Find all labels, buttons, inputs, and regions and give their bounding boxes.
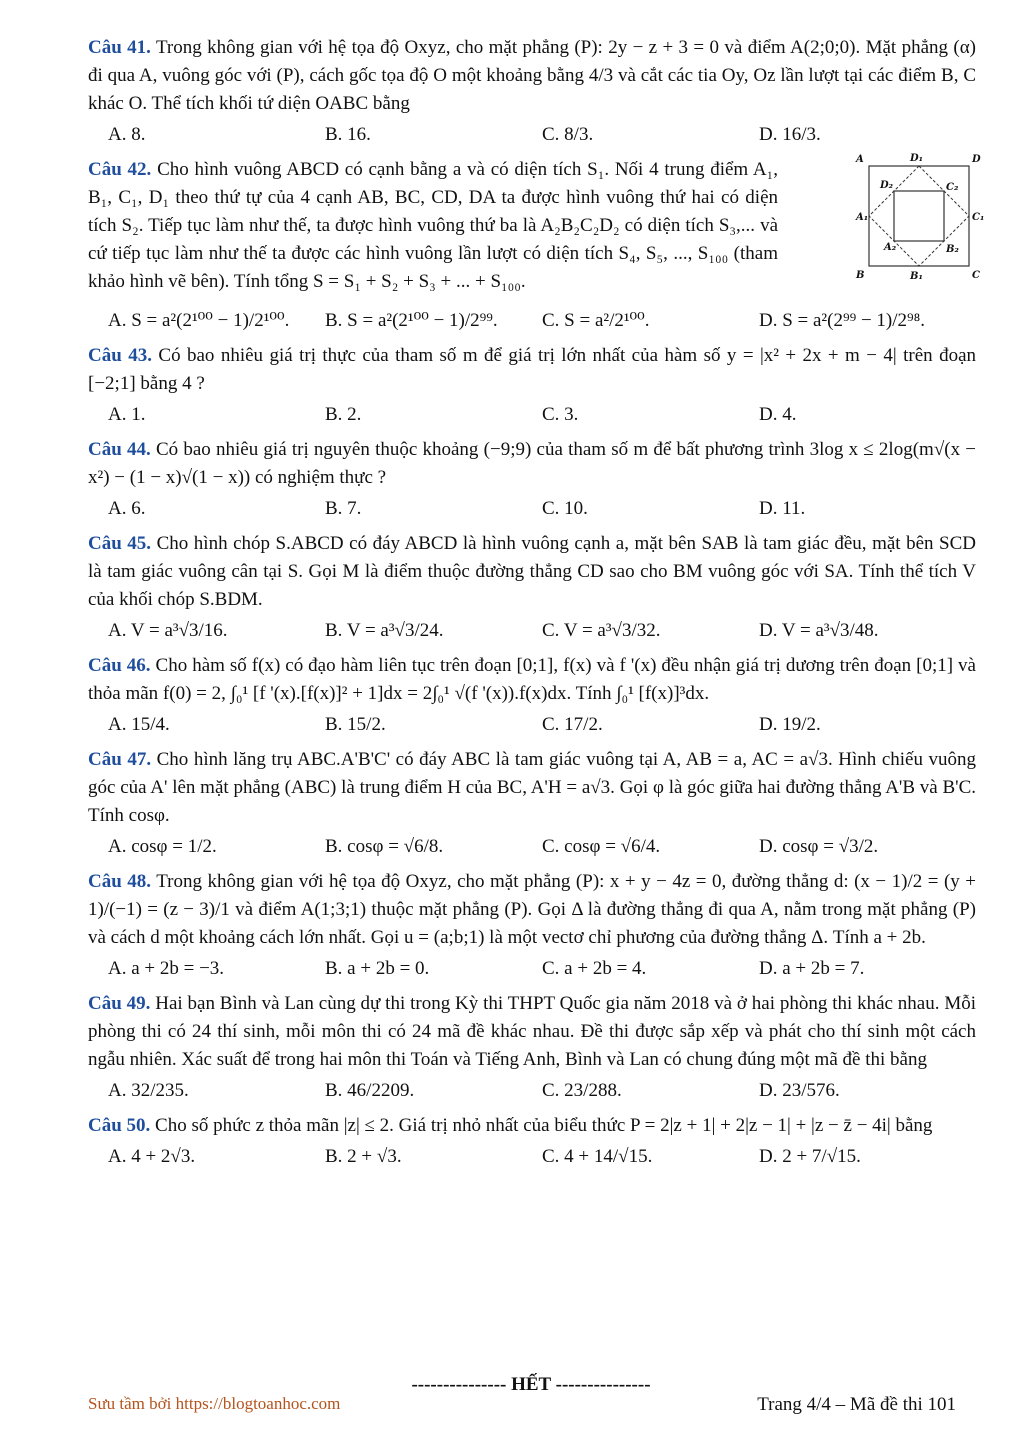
question-44 (88, 436, 976, 492)
exam-page (88, 34, 984, 1178)
label-A: A (856, 154, 864, 165)
option-a: A. a + 2b = −3. (108, 958, 225, 979)
option-b: B. 2. (325, 404, 362, 425)
question-number: Câu 43. (88, 345, 152, 366)
option-d: D. 11. (759, 498, 806, 519)
option-c: C. cosφ = √6/4. (542, 836, 661, 857)
question-number: Câu 48. (88, 871, 152, 892)
question-text: Có bao nhiêu giá trị thực của tham số m để giá trị lớn nhất của hàm số y = |x² + 2x + m − 4| trên đoạn [−2;1] bằng 4 ? (88, 345, 976, 394)
question-text: Cho hình chóp S.ABCD có đáy ABCD là hình vuông cạnh a, mặt bên SAB là tam giác đều, mặt bên SCD là tam giác vuông cân tại S. Gọi M là điểm thuộc đường thẳng CD sao cho BM vuông góc với SA. Tính thể tích V của khối chóp S.BDM. (88, 533, 977, 610)
option-b: B. 15/2. (325, 714, 386, 735)
option-d: D. a + 2b = 7. (759, 958, 865, 979)
option-c: C. 4 + 14/√15. (542, 1146, 653, 1167)
option-c: C. 23/288. (542, 1080, 622, 1101)
question-48 (88, 868, 976, 952)
options-45 (108, 616, 976, 646)
question-number: Câu 42. (88, 159, 152, 180)
option-a: A. 6. (108, 498, 146, 519)
options-43 (108, 400, 976, 430)
options-47 (108, 832, 976, 862)
question-41 (88, 34, 976, 118)
label-D2: D₂ (880, 180, 894, 191)
options-42 (108, 306, 976, 336)
option-b: B. S = a²(2¹⁰⁰ − 1)/2⁹⁹. (325, 310, 498, 331)
options-46 (108, 710, 976, 740)
option-c: C. V = a³√3/32. (542, 620, 661, 641)
options-50 (108, 1142, 976, 1172)
option-a: A. 32/235. (108, 1080, 189, 1101)
option-a: A. cosφ = 1/2. (108, 836, 217, 857)
option-b: B. cosφ = √6/8. (325, 836, 444, 857)
option-b: B. 2 + √3. (325, 1146, 402, 1167)
option-b: B. 16. (325, 124, 371, 145)
option-d: D. V = a³√3/48. (759, 620, 879, 641)
question-46 (88, 652, 976, 708)
label-A2: A₂ (884, 242, 897, 253)
option-d: D. cosφ = √3/2. (759, 836, 879, 857)
options-41 (108, 120, 976, 150)
option-d: D. 16/3. (759, 124, 821, 145)
question-49 (88, 990, 976, 1074)
option-b: B. V = a³√3/24. (325, 620, 444, 641)
question-text: Cho số phức z thỏa mãn |z| ≤ 2. Giá trị nhỏ nhất của biểu thức P = 2|z + 1| + 2|z − 1| + |z − z̄ − 4i| bằng (155, 1115, 933, 1136)
option-d: D. 2 + 7/√15. (759, 1146, 861, 1167)
question-text: Trong không gian với hệ tọa độ Oxyz, cho mặt phẳng (P): 2y − z + 3 = 0 và điểm A(2;0;0). Mặt phẳng (α) đi qua A, vuông góc với (P), cách gốc tọa độ O một khoảng bằng 4/3 và cắt các tia Oy, Oz lần lượt tại các điểm B, C khác O. Thể tích khối tứ diện OABC bằng (88, 37, 976, 114)
option-a: A. 1. (108, 404, 146, 425)
question-text: Cho hình vuông ABCD có cạnh bằng a và có diện tích S₁. Nối 4 trung điểm A₁, B₁, C₁, D₁ theo thứ tự của 4 cạnh AB, BC, CD, DA ta được hình vuông thứ hai có diện tích S₂. Tiếp tục làm như thế, ta được hình vuông thứ ba là A₂B₂C₂D₂ có diện tích S₃,... và cứ tiếp tục làm như thế ta được các hình vuông lần lượt có diện tích S₄, S₅, ..., S₁₀₀ (tham khảo hình vẽ bên). Tính tổng S = S₁ + S₂ + S₃ + ... + S₁₀₀. (88, 159, 779, 292)
question-number: Câu 41. (88, 37, 151, 58)
option-c: C. S = a²/2¹⁰⁰. (542, 310, 650, 331)
option-d: D. S = a²(2⁹⁹ − 1)/2⁹⁸. (759, 310, 926, 331)
option-c: C. 10. (542, 498, 588, 519)
label-A1: A₁ (856, 212, 869, 223)
option-c: C. a + 2b = 4. (542, 958, 647, 979)
option-c: C. 17/2. (542, 714, 603, 735)
option-a: A. 15/4. (108, 714, 170, 735)
source-link[interactable]: Sưu tầm bởi https://blogtoanhoc.com (88, 1394, 341, 1413)
option-a: A. S = a²(2¹⁰⁰ − 1)/2¹⁰⁰. (108, 310, 290, 331)
question-text: Hai bạn Bình và Lan cùng dự thi trong Kỳ thi THPT Quốc gia năm 2018 và ở hai phòng thi khác nhau. Mỗi phòng thi có 24 thí sinh, mỗi môn thi có 24 mã đề khác nhau. Đề thi được sắp xếp và phát cho thí sinh một cách ngẫu nhiên. Xác suất để trong hai môn thi Toán và Tiếng Anh, Bình và Lan có chung đúng một mã đề thi bằng (88, 993, 977, 1070)
option-d: D. 19/2. (759, 714, 821, 735)
question-47 (88, 746, 976, 830)
question-50 (88, 1112, 976, 1140)
option-d: D. 23/576. (759, 1080, 840, 1101)
label-B1: B₁ (910, 271, 923, 282)
label-C: C (972, 270, 980, 281)
option-c: C. 8/3. (542, 124, 594, 145)
option-d: D. 4. (759, 404, 797, 425)
label-D1: D₁ (910, 153, 924, 164)
label-C2: C₂ (946, 182, 959, 193)
option-b: B. 7. (325, 498, 362, 519)
page-number: Trang 4/4 – Mã đề thi 101 (757, 1394, 956, 1415)
question-text: Có bao nhiêu giá trị nguyên thuộc khoảng (−9;9) của tham số m để bất phương trình 3log x ≤ 2log(m√(x − x²) − (1 − x)√(1 − x)) có nghiệm thực ? (88, 439, 976, 488)
option-c: C. 3. (542, 404, 579, 425)
option-a: A. 8. (108, 124, 146, 145)
question-number: Câu 46. (88, 655, 151, 676)
question-text: Cho hàm số f(x) có đạo hàm liên tục trên đoạn [0;1], f(x) và f '(x) đều nhận giá trị dương trên đoạn [0;1] và thỏa mãn f(0) = 2, ∫₀¹ [f '(x).[f(x)]² + 1]dx = 2∫₀¹ √(f '(x)).f(x)dx. Tính ∫₀¹ [f(x)]³dx. (88, 655, 976, 704)
question-number: Câu 50. (88, 1115, 151, 1136)
nested-squares-figure (854, 152, 984, 282)
options-48 (108, 954, 976, 984)
question-number: Câu 44. (88, 439, 151, 460)
question-text: Cho hình lăng trụ ABC.A'B'C' có đáy ABC là tam giác vuông tại A, AB = a, AC = a√3. Hình chiếu vuông góc của A' lên mặt phẳng (ABC) là trung điểm H của BC, A'H = a√3. Gọi φ là góc giữa hai đường thẳng A'B và B'C. Tính cosφ. (88, 749, 976, 826)
label-B2: B₂ (946, 244, 959, 255)
option-b: B. a + 2b = 0. (325, 958, 430, 979)
option-b: B. 46/2209. (325, 1080, 415, 1101)
option-a: A. 4 + 2√3. (108, 1146, 196, 1167)
end-mark: --------------- HẾT --------------- (411, 1374, 651, 1395)
option-a: A. V = a³√3/16. (108, 620, 228, 641)
question-number: Câu 47. (88, 749, 152, 770)
label-D: D (972, 154, 981, 165)
question-number: Câu 45. (88, 533, 152, 554)
options-44 (108, 494, 976, 524)
question-text: Trong không gian với hệ tọa độ Oxyz, cho mặt phẳng (P): x + y − 4z = 0, đường thẳng d: (x − 1)/2 = (y + 1)/(−1) = (z − 3)/1 và điểm A(1;3;1) thuộc mặt phẳng (P). Gọi Δ là đường thẳng đi qua A, nằm trong mặt phẳng (P) và cách d một khoảng cách lớn nhất. Gọi u = (a;b;1) là một vectơ chỉ phương của đường thẳng Δ. Tính a + 2b. (88, 871, 976, 948)
question-45 (88, 530, 976, 614)
label-B: B (856, 270, 865, 281)
question-43 (88, 342, 976, 398)
question-42 (88, 156, 778, 296)
options-49 (108, 1076, 976, 1106)
label-C1: C₁ (972, 212, 984, 223)
question-42-block (88, 153, 984, 296)
question-number: Câu 49. (88, 993, 151, 1014)
